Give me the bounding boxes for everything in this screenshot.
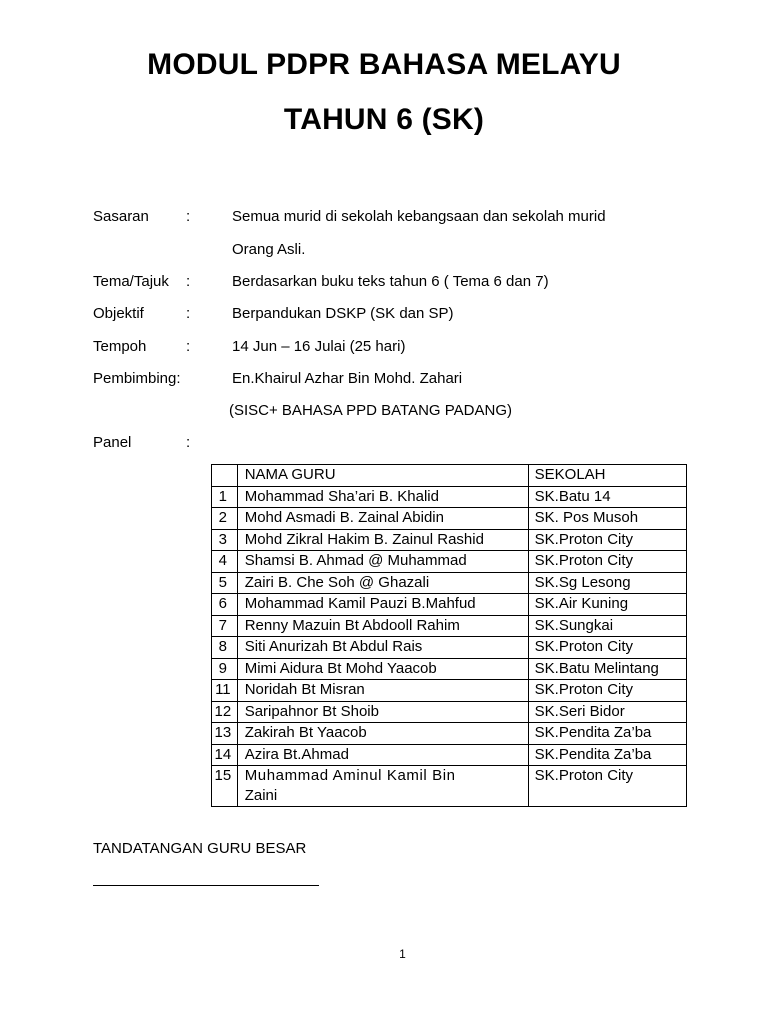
school-cell: SK.Sungkai [528, 615, 686, 637]
row-number-cell: 3 [212, 529, 238, 551]
teacher-name-cell: Mohammad Kamil Pauzi B.Mahfud [237, 594, 528, 616]
teacher-name-cell: Saripahnor Bt Shoib [237, 701, 528, 723]
info-value: Berdasarkan buku teks tahun 6 ( Tema 6 dan 7) [232, 273, 549, 290]
info-label: Tempoh [93, 338, 147, 355]
teacher-name-cell [237, 766, 528, 807]
school-cell: SK.Proton City [528, 680, 686, 702]
header-cell-no [212, 465, 238, 487]
row-number-cell: 6 [212, 594, 238, 616]
teacher-name-cell: Azira Bt.Ahmad [237, 744, 528, 766]
school-cell: SK.Proton City [528, 637, 686, 659]
info-colon: : [186, 338, 191, 355]
info-value: Berpandukan DSKP (SK dan SP) [232, 305, 454, 322]
page-number: 1 [399, 947, 406, 961]
row-number-cell: 7 [212, 615, 238, 637]
table-row [212, 572, 687, 594]
row-number-cell: 1 [212, 486, 238, 508]
info-value: 14 Jun – 16 Julai (25 hari) [232, 338, 406, 355]
signature-label: TANDATANGAN GURU BESAR [93, 840, 307, 857]
table-row [212, 508, 687, 530]
school-cell: SK.Proton City [528, 766, 686, 807]
document-subtitle: TAHUN 6 (SK) [283, 103, 485, 136]
table-row [212, 615, 687, 637]
school-cell: SK. Pos Musoh [528, 508, 686, 530]
table-row [212, 486, 687, 508]
table-row [212, 766, 687, 807]
teacher-name-line: Muhammad Aminul Kamil Bin [244, 767, 456, 784]
info-label: Objektif [93, 305, 144, 322]
table-row [212, 723, 687, 745]
info-colon: : [186, 208, 191, 225]
row-number-cell: 14 [212, 744, 238, 766]
info-colon: : [186, 434, 191, 451]
school-cell: SK.Sg Lesong [528, 572, 686, 594]
teacher-name-cell: Zairi B. Che Soh @ Ghazali [237, 572, 528, 594]
panel-table [211, 464, 687, 807]
info-label: Pembimbing: [93, 370, 181, 387]
document-title: MODUL PDPR BAHASA MELAYU [147, 48, 621, 81]
row-number-cell: 11 [212, 680, 238, 702]
table-row [212, 529, 687, 551]
header-cell-school: SEKOLAH [528, 465, 686, 487]
info-label: Tema/Tajuk [93, 273, 169, 290]
teacher-name-cell: Renny Mazuin Bt Abdooll Rahim [237, 615, 528, 637]
table-row [212, 551, 687, 573]
info-value-continued: (SISC+ BAHASA PPD BATANG PADANG) [229, 402, 512, 419]
row-number-cell: 9 [212, 658, 238, 680]
school-cell: SK.Air Kuning [528, 594, 686, 616]
table-row [212, 658, 687, 680]
info-value: En.Khairul Azhar Bin Mohd. Zahari [232, 370, 463, 387]
row-number-cell: 5 [212, 572, 238, 594]
table-row [212, 680, 687, 702]
school-cell: SK.Seri Bidor [528, 701, 686, 723]
teacher-name-cell: Siti Anurizah Bt Abdul Rais [237, 637, 528, 659]
teacher-name-cell: Mohd Asmadi B. Zainal Abidin [237, 508, 528, 530]
school-cell: SK.Proton City [528, 551, 686, 573]
signature-line [93, 885, 319, 886]
info-colon: : [186, 273, 191, 290]
info-colon: : [186, 305, 191, 322]
row-number-cell: 4 [212, 551, 238, 573]
row-number-cell: 12 [212, 701, 238, 723]
teacher-name-cell: Mimi Aidura Bt Mohd Yaacob [237, 658, 528, 680]
info-value-continued: Orang Asli. [232, 241, 306, 258]
row-number-cell: 15 [212, 766, 238, 807]
header-cell-name: NAMA GURU [237, 465, 528, 487]
table-header-row [212, 465, 687, 487]
table-row [212, 701, 687, 723]
teacher-name-line: Zaini [244, 787, 278, 804]
info-label: Sasaran [93, 208, 149, 225]
teacher-name-cell: Mohd Zikral Hakim B. Zainul Rashid [237, 529, 528, 551]
teacher-name-cell: Mohammad Sha’ari B. Khalid [237, 486, 528, 508]
school-cell: SK.Proton City [528, 529, 686, 551]
school-cell: SK.Pendita Za’ba [528, 723, 686, 745]
teacher-name-cell: Zakirah Bt Yaacob [237, 723, 528, 745]
table-row [212, 594, 687, 616]
teacher-name-cell: Noridah Bt Misran [237, 680, 528, 702]
school-cell: SK.Batu Melintang [528, 658, 686, 680]
teacher-name-cell: Shamsi B. Ahmad @ Muhammad [237, 551, 528, 573]
table-row [212, 637, 687, 659]
row-number-cell: 2 [212, 508, 238, 530]
row-number-cell: 13 [212, 723, 238, 745]
info-label: Panel [93, 434, 132, 451]
info-value: Semua murid di sekolah kebangsaan dan sekolah murid [232, 208, 606, 225]
school-cell: SK.Batu 14 [528, 486, 686, 508]
table-row [212, 744, 687, 766]
row-number-cell: 8 [212, 637, 238, 659]
school-cell: SK.Pendita Za’ba [528, 744, 686, 766]
